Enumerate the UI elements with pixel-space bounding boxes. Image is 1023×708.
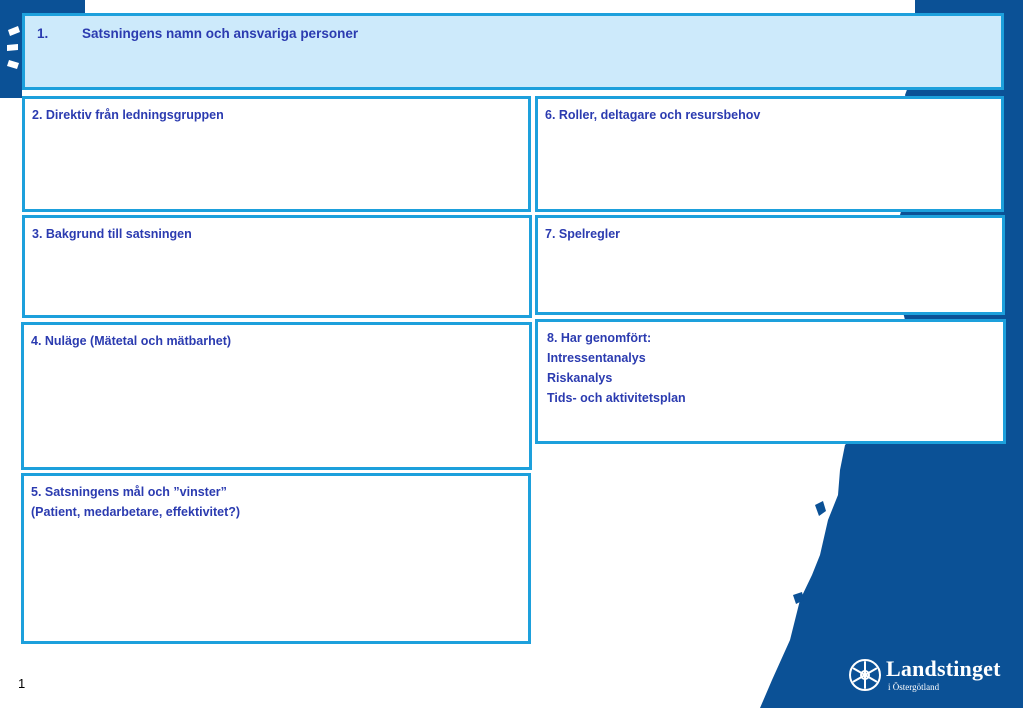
- section-5-title: 5. Satsningens mål och ”vinster”: [31, 485, 227, 499]
- section-8-box[interactable]: [535, 319, 1006, 444]
- landstinget-logo: [846, 656, 1016, 696]
- section-8-text: [547, 328, 686, 408]
- section-2-title: 2. Direktiv från ledningsgruppen: [32, 108, 224, 122]
- page-number: 1: [18, 676, 26, 691]
- section-8-item: Tids- och aktivitetsplan: [547, 391, 686, 405]
- section-4-title: 4. Nuläge (Mätetal och mätbarhet): [31, 334, 232, 348]
- section-1-number: 1.: [37, 26, 49, 41]
- snowflake-emblem-icon: [848, 658, 882, 692]
- section-6-box[interactable]: [535, 96, 1004, 212]
- section-3-title: 3. Bakgrund till satsningen: [32, 227, 192, 241]
- section-3-box[interactable]: [22, 215, 532, 318]
- section-2-text: [32, 105, 224, 125]
- section-1-title: [37, 24, 358, 44]
- section-1-header-box[interactable]: [22, 13, 1004, 90]
- section-6-title: 6. Roller, deltagare och resursbehov: [545, 108, 761, 122]
- section-7-title: 7. Spelregler: [545, 227, 621, 241]
- section-8-title: 8. Har genomfört:: [547, 331, 652, 345]
- section-8-item: Intressentanalys: [547, 351, 646, 365]
- island-shape: [815, 501, 826, 516]
- logo-name: Landstinget: [886, 656, 1001, 681]
- section-7-box[interactable]: [535, 215, 1005, 315]
- section-1-label: Satsningens namn och ansvariga personer: [82, 26, 359, 41]
- section-8-item: Riskanalys: [547, 371, 613, 385]
- section-2-box[interactable]: [22, 96, 531, 212]
- section-4-text: [31, 331, 231, 351]
- section-5-text: [31, 482, 240, 522]
- section-4-box[interactable]: [21, 322, 532, 470]
- logo-subtitle: i Östergötland: [888, 682, 940, 692]
- section-7-text: [545, 224, 620, 244]
- section-5-box[interactable]: [21, 473, 531, 644]
- section-5-subtitle: (Patient, medarbetare, effektivitet?): [31, 505, 241, 519]
- section-3-text: [32, 224, 192, 244]
- section-6-text: [545, 105, 760, 125]
